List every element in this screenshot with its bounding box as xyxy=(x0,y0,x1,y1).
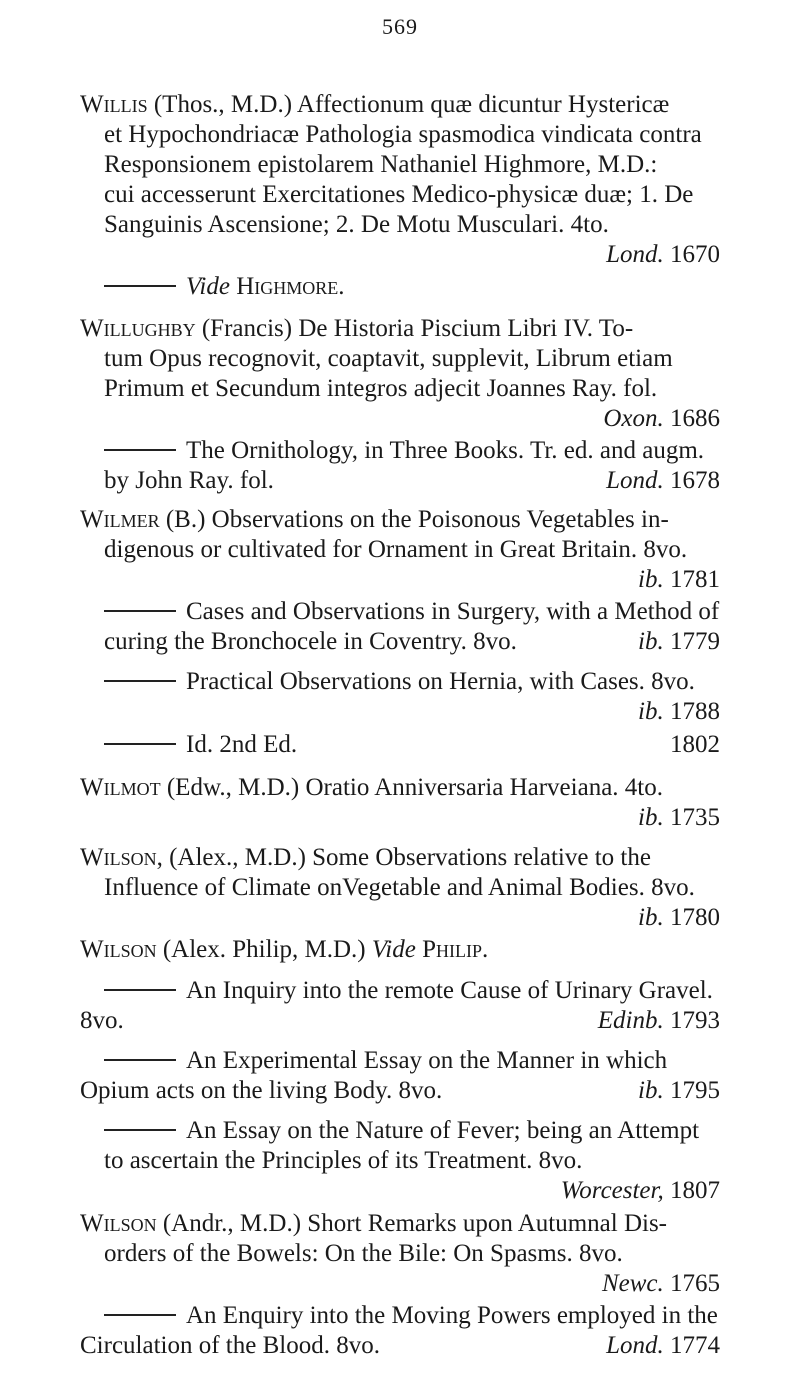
ditto-rule xyxy=(104,680,176,682)
entry-wilson-alex-line-1: Wilson, (Alex., M.D.) Some Observations relative to the xyxy=(80,844,651,871)
entry-wilmer-imprint: ib. 1781 xyxy=(638,566,720,593)
entry-willughby-line-3: Primum et Secundum integros adjecit Joannes Ray. fol. xyxy=(104,375,658,402)
entry-philip-fever-line-2: to ascertain the Principles of its Treatment. 8vo. xyxy=(104,1147,583,1174)
page-number: 569 xyxy=(382,14,418,39)
entry-wilmer-line-2: digenous or cultivated for Ornament in Great Britain. 8vo. xyxy=(104,536,688,563)
entry-willughby-imprint: Oxon. 1686 xyxy=(603,405,720,432)
entry-willughby-line-2: tum Opus recognovit, coaptavit, supplevit, Librum etiam xyxy=(104,345,673,372)
entry-philip-opium-line-1: An Experimental Essay on the Manner in which xyxy=(104,1046,720,1076)
entry-wilson-alex-imprint: ib. 1780 xyxy=(638,904,720,931)
ditto-rule xyxy=(104,989,176,991)
entry-willis-vide: Vide Highmore. xyxy=(104,272,720,302)
ditto-rule xyxy=(104,1059,176,1061)
entry-philip-opium-line-2: Opium acts on the living Body. 8vo. ib. 1795 xyxy=(80,1077,720,1104)
entry-wilson-alex-line-2: Influence of Climate onVegetable and Animal Bodies. 8vo. xyxy=(104,874,695,901)
entry-philip-fever-line-1: An Essay on the Nature of Fever; being an Attempt xyxy=(104,1116,720,1146)
ditto-rule xyxy=(104,285,176,287)
author-name: Willis xyxy=(80,91,148,118)
author-name: Wilson xyxy=(80,1210,157,1237)
entry-wilmer-cases-line-2: curing the Bronchocele in Coventry. 8vo. ib. 1779 xyxy=(104,628,720,655)
entry-willis-line-5: Sanguinis Ascensione; 2. De Motu Musculari. 4to. xyxy=(104,211,609,238)
ditto-rule xyxy=(104,449,176,451)
entry-willis-line-3: Responsionem epistolarem Nathaniel Highmore, M.D.: xyxy=(104,151,658,178)
entry-wilmot-imprint: ib. 1735 xyxy=(638,804,720,831)
entry-willughby-ornithology-line-2: by John Ray. fol. Lond. 1678 xyxy=(104,467,720,494)
entry-wilmer-hernia-line-1: Practical Observations on Hernia, with Cases. 8vo. xyxy=(104,667,720,697)
author-name: Wilson xyxy=(80,936,157,963)
entry-willis-line-4: cui accesserunt Exercitationes Medico-physicæ duæ; 1. De xyxy=(104,181,694,208)
entry-wilmer-id: Id. 2nd Ed. 1802 xyxy=(104,730,720,760)
entry-andr-moving-line-1: An Enquiry into the Moving Powers employed in the xyxy=(104,1301,720,1331)
entry-willis-line-2: et Hypochondriacæ Pathologia spasmodica vindicata contra xyxy=(104,121,702,148)
entry-philip-gravel-line-1: An Inquiry into the remote Cause of Urinary Gravel. xyxy=(104,976,720,1006)
entry-wilson-andr-line-1: Wilson (Andr., M.D.) Short Remarks upon Autumnal Dis- xyxy=(80,1210,667,1237)
entry-wilson-andr-line-2: orders of the Bowels: On the Bile: On Spasms. 8vo. xyxy=(104,1240,623,1267)
author-name: Wilmer xyxy=(80,506,160,533)
author-name: Wilmot xyxy=(80,774,161,801)
entry-wilmer-line-1: Wilmer (B.) Observations on the Poisonous Vegetables in- xyxy=(80,506,669,533)
entry-wilson-philip-line-1: Wilson (Alex. Philip, M.D.) Vide Philip. xyxy=(80,936,489,963)
entry-wilmer-cases-line-1: Cases and Observations in Surgery, with a Method of xyxy=(104,597,720,627)
entry-wilmot-line-1: Wilmot (Edw., M.D.) Oratio Anniversaria Harveiana. 4to. xyxy=(80,774,663,801)
entry-wilson-andr-imprint: Newc. 1765 xyxy=(601,1270,720,1297)
entry-willughby-ornithology-line-1: The Ornithology, in Three Books. Tr. ed. and augm. xyxy=(104,436,720,466)
ditto-rule xyxy=(104,1314,176,1316)
entry-philip-fever-imprint: Worcester, 1807 xyxy=(560,1177,720,1204)
entry-willis-imprint: Lond. 1670 xyxy=(606,241,720,268)
entry-willis-line-1: Willis (Thos., M.D.) Affectionum quæ dicuntur Hystericæ xyxy=(80,91,670,118)
entry-wilmer-hernia-imprint: ib. 1788 xyxy=(638,698,720,725)
author-name: Willughby xyxy=(80,315,196,342)
ditto-rule xyxy=(104,1129,176,1131)
ditto-rule xyxy=(104,610,176,612)
entry-philip-gravel-line-2: 8vo. Edinb. 1793 xyxy=(80,1007,720,1034)
author-name: Wilson, xyxy=(80,844,163,871)
ditto-rule xyxy=(104,743,176,745)
entry-willughby-line-1: Willughby (Francis) De Historia Piscium Libri IV. To- xyxy=(80,315,634,342)
entry-andr-moving-line-2: Circulation of the Blood. 8vo. Lond. 1774 xyxy=(80,1332,720,1359)
